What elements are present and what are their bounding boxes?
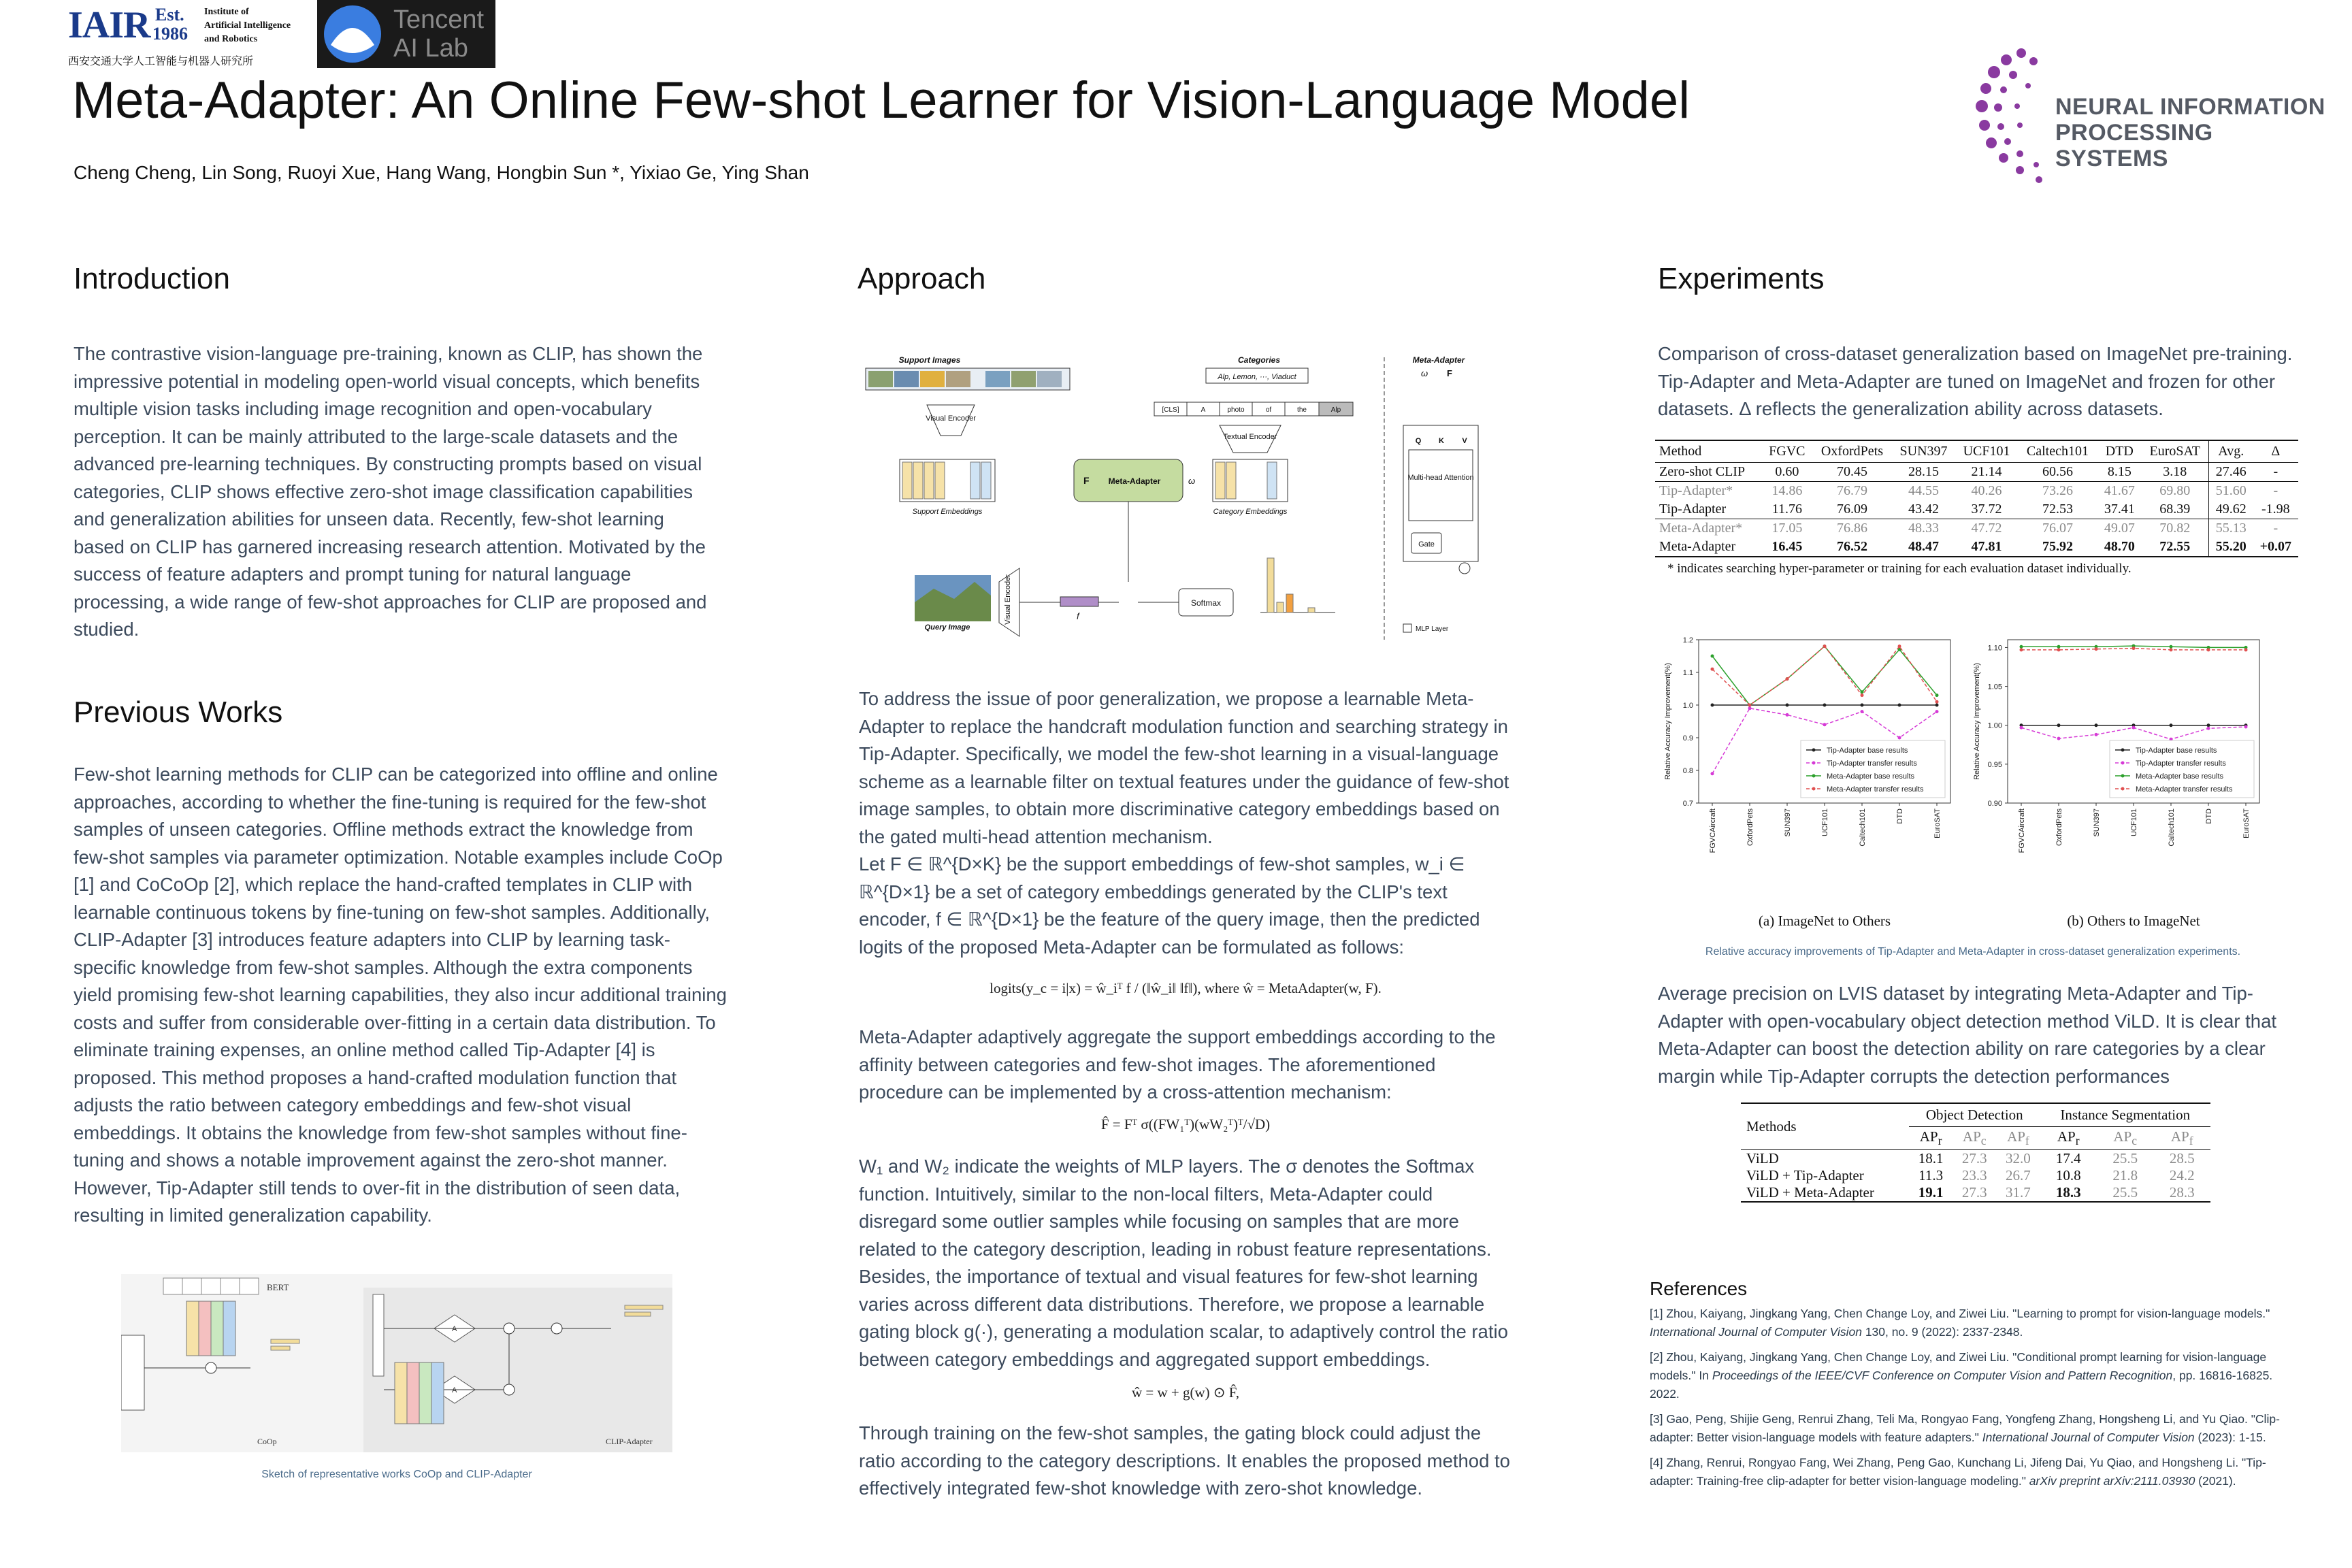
category-list: Alp, Lemon, ···, Viaduct bbox=[1218, 373, 1296, 381]
textual-encoder-label: Textual Encoder bbox=[1223, 433, 1277, 441]
neurips-line1: NEURAL INFORMATION bbox=[2055, 94, 2325, 120]
table1-header-9: Δ bbox=[2271, 444, 2281, 459]
table-cell: 49.62 bbox=[2208, 500, 2253, 519]
legend-marker bbox=[2121, 774, 2125, 778]
table-cell: 41.67 bbox=[2104, 483, 2135, 498]
x-tick-label: DTD bbox=[2205, 808, 2213, 824]
reference-item: [2] Zhou, Kaiyang, Jingkang Yang, Chen Change Loy, and Ziwei Liu. "Conditional prompt learning for vision-language models." In Proceedings of the IEEE/CVF Conference on Computer Vision and Pattern Recognition, pp. 16816-16825. 2022. bbox=[1650, 1350, 2273, 1401]
x-tick-label: SUN397 bbox=[2093, 808, 2101, 837]
table-cell: 24.2 bbox=[2169, 1167, 2195, 1184]
table-cell: Tip-Adapter* bbox=[1659, 483, 1733, 498]
categories-label: Categories bbox=[1237, 355, 1281, 365]
tencent-emblem-icon bbox=[323, 4, 382, 64]
table-cell: 27.46 bbox=[2208, 463, 2253, 482]
lvis-subheader: $AP_r$ bbox=[1919, 1128, 1942, 1148]
legend-label: Tip-Adapter base results bbox=[1827, 747, 1908, 755]
approach-p2: Let F ∈ ℝ^{D×K} be the support embeddings of few-shot samples, w_i ∈ ℝ^{D×1} be a set of category embeddings generated by the CLIP's text encoder, f ∈ ℝ^{D×1} be the feature of the query image, then the predicted logits of the proposed Meta-Adapter can be formulated as follows: bbox=[859, 853, 1480, 958]
token-0: [CLS] bbox=[1162, 406, 1179, 414]
y-tick-label: 0.7 bbox=[1682, 800, 1693, 808]
lvis-group-detection: Object Detection bbox=[1909, 1103, 2040, 1127]
data-point bbox=[1823, 723, 1827, 726]
intro-heading: Introduction bbox=[74, 262, 230, 295]
x-tick-label: FGVCAircraft bbox=[1709, 808, 1717, 853]
table-cell: 51.60 bbox=[2208, 482, 2253, 501]
table1-header-8: Avg. bbox=[2208, 440, 2253, 463]
table-cell: 76.52 bbox=[1836, 539, 1867, 554]
chart-imagenet-to-others bbox=[1658, 633, 1964, 932]
lvis-subheader: $AP_r$ bbox=[2057, 1128, 2080, 1148]
meta-adapter-F: F bbox=[1083, 475, 1090, 486]
iair-line2: Artificial Intelligence bbox=[204, 20, 291, 31]
table1-header-7: EuroSAT bbox=[2149, 444, 2200, 459]
mha-label: Multi-head Attention bbox=[1407, 474, 1474, 482]
reference-item: [4] Zhang, Renrui, Rongyao Fang, Wei Zhang, Peng Gao, Kunchang Li, Jifeng Dai, Yu Qiao, and Hongsheng Li. "Tip-adapter: Training-free clip-adapter for better vision-language modeling." arXiv preprint arXiv:2111.03930 (2021). bbox=[1650, 1456, 2266, 1488]
mlp-layer-label: MLP Layer bbox=[1416, 625, 1449, 633]
logit-bars bbox=[1260, 558, 1335, 612]
y-tick-label: 0.8 bbox=[1682, 767, 1693, 775]
legend-marker bbox=[1812, 787, 1816, 791]
y-tick-label: 1.1 bbox=[1682, 669, 1693, 677]
data-point bbox=[1861, 704, 1864, 707]
table-cell: 47.72 bbox=[1971, 521, 2002, 536]
table-cell: Meta-Adapter bbox=[1659, 539, 1736, 554]
v-label: V bbox=[1462, 437, 1467, 445]
data-point bbox=[2095, 733, 2098, 736]
lvis-table bbox=[1741, 1102, 2210, 1203]
table-cell: 28.3 bbox=[2169, 1184, 2195, 1201]
adapter-label-1: A bbox=[452, 1325, 457, 1333]
table-cell: 44.55 bbox=[1908, 483, 1940, 498]
legend-label: Tip-Adapter base results bbox=[2136, 747, 2217, 755]
table-cell: 60.56 bbox=[2042, 464, 2073, 479]
table-cell: 68.39 bbox=[2159, 502, 2191, 517]
chart-title: (a) ImageNet to Others bbox=[1758, 913, 1891, 929]
data-point bbox=[2244, 725, 2248, 729]
data-point bbox=[1711, 668, 1714, 671]
coop-label: CoOp bbox=[257, 1437, 277, 1446]
data-point bbox=[1711, 772, 1714, 775]
approach-heading: Approach bbox=[858, 262, 986, 295]
y-tick-label: 0.95 bbox=[1987, 760, 2002, 769]
tencent-line1: Tencent bbox=[393, 5, 485, 34]
table-cell: -1.98 bbox=[2261, 502, 2290, 517]
table-cell: 70.82 bbox=[2159, 521, 2191, 536]
x-tick-label: SUN397 bbox=[1784, 808, 1792, 837]
neurips-line2: PROCESSING SYSTEMS bbox=[2055, 120, 2213, 172]
table-cell: 72.53 bbox=[2042, 502, 2073, 517]
neurips-dots-icon bbox=[1974, 45, 2055, 195]
meta-adapter-omega: ω bbox=[1188, 476, 1196, 486]
legend-label: Tip-Adapter transfer results bbox=[2136, 760, 2226, 768]
table1-header-3: SUN397 bbox=[1899, 444, 1948, 459]
lvis-group-segmentation: Instance Segmentation bbox=[2040, 1103, 2210, 1127]
table-row bbox=[1741, 1184, 2210, 1202]
iair-est: Est. bbox=[155, 5, 184, 24]
reference-item: [1] Zhou, Kaiyang, Jingkang Yang, Chen Change Loy, and Ziwei Liu. "Learning to prompt for vision-language models." International Journal of Computer Vision 130, no. 9 (2022): 2337-2348. bbox=[1650, 1307, 2270, 1339]
table-cell: 48.47 bbox=[1908, 539, 1940, 554]
table-cell: 21.14 bbox=[1971, 464, 2002, 479]
table-row bbox=[1655, 482, 2298, 501]
token-1: A bbox=[1200, 406, 1206, 414]
table-cell: 17.4 bbox=[2055, 1150, 2081, 1167]
lvis-subheader: $AP_c$ bbox=[1962, 1128, 1987, 1148]
tencent-line2: AI Lab bbox=[393, 34, 468, 63]
data-point bbox=[2170, 723, 2173, 727]
table-cell: Meta-Adapter* bbox=[1659, 521, 1743, 536]
data-point bbox=[2095, 647, 2098, 651]
data-point bbox=[1936, 710, 1939, 713]
table-cell: 14.86 bbox=[1771, 483, 1803, 498]
table-cell: 27.3 bbox=[1961, 1184, 1987, 1201]
table-cell: - bbox=[2273, 464, 2278, 479]
y-tick-label: 1.10 bbox=[1987, 644, 2002, 653]
data-point bbox=[2057, 737, 2061, 740]
right-omega: ω bbox=[1421, 368, 1428, 378]
table1-header-1: FGVC bbox=[1769, 444, 1806, 459]
data-point bbox=[1898, 704, 1901, 707]
table-cell: 47.81 bbox=[1971, 539, 2002, 554]
data-point bbox=[1823, 704, 1827, 707]
references-heading: References bbox=[1650, 1278, 1748, 1299]
previous-heading: Previous Works bbox=[74, 696, 283, 729]
data-point bbox=[1861, 710, 1864, 713]
experiments-p2: Average precision on LVIS dataset by integrating Meta-Adapter and Tip-Adapter with open-vocabulary object detection method ViLD. It is clear that Meta-Adapter can boost the detection ability on rare categories by a clear margin while Tip-Adapter corrupts the detection performances bbox=[1658, 983, 2277, 1087]
author-list: Cheng Cheng, Lin Song, Ruoyi Xue, Hang Wang, Hongbin Sun *, Yixiao Ge, Ying Shan bbox=[74, 162, 809, 183]
x-tick-label: DTD bbox=[1896, 808, 1904, 824]
lvis-method-name: ViLD bbox=[1746, 1150, 1779, 1167]
legend-marker bbox=[2121, 749, 2125, 752]
y-tick-label: 1.05 bbox=[1987, 683, 2002, 691]
x-tick-label: Caltech101 bbox=[2168, 808, 2176, 847]
table-cell: 3.18 bbox=[2163, 464, 2187, 479]
data-point bbox=[1711, 704, 1714, 707]
data-point bbox=[1748, 704, 1752, 707]
lvis-subheader: $AP_f$ bbox=[2007, 1128, 2029, 1148]
chart-title: (b) Others to ImageNet bbox=[2067, 913, 2200, 929]
bert-label: BERT bbox=[267, 1282, 289, 1292]
table-cell: 17.05 bbox=[1771, 521, 1803, 536]
data-point bbox=[1823, 644, 1827, 648]
chart-caption: Relative accuracy improvements of Tip-Adapter and Meta-Adapter in cross-dataset generalization experiments. bbox=[1705, 946, 2241, 958]
right-F: F bbox=[1447, 368, 1452, 378]
token-3: of bbox=[1265, 406, 1272, 414]
experiments-p1: Comparison of cross-dataset generalization based on ImageNet pre-training. Tip-Adapter and Meta-Adapter are tuned on ImageNet and frozen for other datasets. Δ reflects the generalization ability across datasets. bbox=[1658, 343, 2293, 419]
table-cell: 28.15 bbox=[1908, 464, 1940, 479]
table-cell: 10.8 bbox=[2055, 1167, 2081, 1184]
x-tick-label: EuroSAT bbox=[2242, 808, 2251, 838]
intro-text: The contrastive vision-language pre-training, known as CLIP, has shown the impressive potential in modeling open-world visual concepts, which benefits multiple vision tasks including image recognition and open-vocabulary perception. It can be mainly attributed to the large-scale datasets and the advanced pre-learning techniques. By constructing prompts based on visual categories, CLIP shows effective zero-shot image classification capabilities and generalization abilities for unseen data. Recently, few-shot learning based on CLIP has garnered increasing research attention. Motivated by the success of feature adapters and prompt tuning for natural language processing, a wide range of few-shot approaches for CLIP are proposed and studied. bbox=[74, 343, 707, 640]
y-axis-label: Relative Accuracy Improvement(%) bbox=[1973, 663, 1981, 780]
data-point bbox=[2170, 648, 2173, 651]
data-point bbox=[2207, 648, 2210, 651]
data-point bbox=[1898, 644, 1901, 648]
x-tick-label: OxfordPets bbox=[2055, 808, 2063, 847]
visual-encoder-label: Visual Encoder bbox=[926, 414, 976, 423]
y-tick-label: 0.9 bbox=[1682, 734, 1693, 742]
table-cell: 18.1 bbox=[1918, 1150, 1944, 1167]
table-cell: 76.79 bbox=[1836, 483, 1867, 498]
table-cell: 48.33 bbox=[1908, 521, 1940, 536]
y-tick-label: 0.90 bbox=[1987, 800, 2002, 808]
table-cell: 76.86 bbox=[1836, 521, 1867, 536]
table-cell: - bbox=[2273, 483, 2278, 498]
table-cell: 23.3 bbox=[1961, 1167, 1987, 1184]
data-point bbox=[2057, 645, 2061, 649]
approach-p5: Through training on the few-shot samples, the gating block could adjust the ratio according to the category descriptions. It enables the proposed method to effectively integrated few-shot knowledge with zero-shot knowledge. bbox=[859, 1422, 1510, 1499]
prompt-tokens bbox=[1154, 402, 1353, 416]
table-cell: 11.3 bbox=[1918, 1167, 1944, 1184]
table1-header-5: Caltech101 bbox=[2026, 444, 2089, 459]
token-2: photo bbox=[1227, 406, 1245, 414]
meta-adapter-architecture-figure bbox=[859, 350, 1492, 643]
iair-line3: and Robotics bbox=[204, 34, 258, 44]
legend-marker bbox=[1812, 749, 1816, 752]
table-cell: - bbox=[2273, 521, 2278, 536]
data-point bbox=[1936, 693, 1939, 697]
lvis-method-name: ViLD + Meta-Adapter bbox=[1746, 1184, 1874, 1201]
lvis-table-wrap bbox=[1741, 1102, 2210, 1203]
data-point bbox=[1861, 693, 1864, 697]
table-cell: 11.76 bbox=[1771, 502, 1802, 517]
data-point bbox=[1711, 655, 1714, 658]
y-tick-label: 1.2 bbox=[1682, 636, 1693, 644]
legend-marker bbox=[2121, 762, 2125, 765]
approach-p4: W₁ and W₂ indicate the weights of MLP layers. The σ denotes the Softmax function. Intuitively, similar to the non-local filters, Meta-Adapter could disregard some outlier samples while focusing on samples that are more related to the category description, leading in robust feature representations. Besides, the importance of textual and visual features for few-shot learning varies across different data distributions. Therefore, we propose a learnable gating block g(·), generating a modulation scalar, to adaptively control the ratio between category embeddings and aggregated support embeddings. bbox=[859, 1156, 1508, 1370]
coop-clipadapter-figure bbox=[121, 1274, 672, 1452]
data-point bbox=[2170, 645, 2173, 649]
cross-dataset-table-wrap bbox=[1655, 440, 2298, 576]
table-cell: 16.45 bbox=[1771, 539, 1803, 554]
previous-text: Few-shot learning methods for CLIP can be categorized into offline and online approaches, according to whether the fine-tuning is required for the few-shot samples of unseen categories. Offline methods extract the knowledge from few-shot samples via parameter optimization. Notable examples include CoOp [1] and CoCoOp [2], which replace the hand-crafted templates in CLIP with learnable continuous tokens by fine-tuning on few-shot samples. Additionally, CLIP-Adapter [3] introduces feature adapters into CLIP by learning task-specific knowledge from few-shot samples. Although the extra components yield promising few-shot learning capabilities, they also incur additional training costs and suffer from considerable over-fitting in a certain data distribution. To eliminate training expenses, an online method called Tip-Adapter [4] is proposed. This method proposes a hand-crafted modulation function that adjusts the ratio between category embeddings and few-shot visual embeddings. It obtains the knowledge from few-shot samples without fine-tuning and shows a notable improvement against the zero-shot manner. However, Tip-Adapter still tends to over-fit in the distribution of seen data, resulting in limited generalization capability. bbox=[74, 764, 727, 1226]
table-cell: 18.3 bbox=[2055, 1184, 2081, 1201]
table-cell: 28.5 bbox=[2169, 1150, 2195, 1167]
k-label: K bbox=[1439, 437, 1444, 445]
data-point bbox=[2244, 648, 2248, 651]
table-cell: 37.72 bbox=[1971, 502, 2002, 517]
table-row bbox=[1655, 519, 2298, 538]
softmax-label: Softmax bbox=[1190, 598, 1222, 608]
lvis-subheader: $AP_c$ bbox=[2113, 1128, 2137, 1148]
x-tick-label: FGVCAircraft bbox=[2018, 808, 2026, 853]
data-point bbox=[1786, 713, 1789, 717]
table-row bbox=[1655, 463, 2298, 482]
table-cell: 55.13 bbox=[2208, 519, 2253, 538]
right-meta-adapter-title: Meta-Adapter bbox=[1412, 355, 1465, 365]
table-row bbox=[1741, 1167, 2210, 1184]
table-cell: 72.55 bbox=[2159, 539, 2191, 554]
table-cell: 32.0 bbox=[2006, 1150, 2031, 1167]
legend-label: Tip-Adapter transfer results bbox=[1827, 760, 1917, 768]
data-point bbox=[2020, 726, 2023, 730]
x-tick-label: UCF101 bbox=[1821, 808, 1829, 836]
approach-p3: Meta-Adapter adaptively aggregate the support embeddings according to the affinity between categories and few-shot images. The aforementioned procedure can be implemented by a cross-attention mechanism: bbox=[859, 1026, 1496, 1102]
table-row bbox=[1655, 500, 2298, 519]
query-visual-encoder-label: Visual Encoder bbox=[1004, 574, 1012, 625]
data-point bbox=[1861, 690, 1864, 693]
table-cell: 69.80 bbox=[2159, 483, 2191, 498]
table-cell: 19.1 bbox=[1918, 1184, 1944, 1201]
table-cell: 37.41 bbox=[2104, 502, 2135, 517]
iair-logo-text: IAIR bbox=[68, 4, 150, 46]
iair-line1: Institute of bbox=[204, 7, 249, 17]
table-cell: 48.70 bbox=[2104, 539, 2135, 554]
lvis-subheader: $AP_f$ bbox=[2170, 1128, 2193, 1148]
y-tick-label: 1.00 bbox=[1987, 721, 2002, 730]
equation-gate: ŵ = w + g(w) ⊙ F̂, bbox=[1131, 1384, 1239, 1401]
table-row bbox=[1655, 538, 2298, 557]
table-cell: 70.45 bbox=[1836, 464, 1867, 479]
approach-p1: To address the issue of poor generalization, we propose a learnable Meta-Adapter to replace the handcraft modulation function and searching strategy in Tip-Adapter. Specifically, we model the few-shot learning in a visual-language scheme as a learnable filter on textual features under the guidance of few-shot image samples, to obtain more discriminative category embeddings based on the gated multi-head attention mechanism. bbox=[859, 688, 1509, 847]
token-5: Alp bbox=[1330, 406, 1341, 414]
reference-item: [3] Gao, Peng, Shijie Geng, Renrui Zhang, Teli Ma, Rongyao Fang, Yongfeng Zhang, Hongsheng Li, and Yu Qiao. "Clip-adapter: Better vision-language models with feature adapters." International Journal of Computer Vision (2023): 1-15. bbox=[1650, 1412, 2280, 1444]
table-cell: 43.42 bbox=[1908, 502, 1940, 517]
y-axis-label: Relative Accuracy Improvement(%) bbox=[1664, 663, 1672, 780]
x-tick-label: UCF101 bbox=[2130, 808, 2138, 836]
legend-marker bbox=[1812, 762, 1816, 765]
table1-header-6: DTD bbox=[2105, 444, 2134, 459]
table-cell: 49.07 bbox=[2104, 521, 2135, 536]
y-tick-label: 1.0 bbox=[1682, 702, 1693, 710]
x-tick-label: Caltech101 bbox=[1859, 808, 1867, 847]
table-cell: +0.07 bbox=[2259, 539, 2292, 554]
data-point bbox=[2020, 648, 2023, 651]
data-point bbox=[2207, 723, 2210, 727]
gate-label: Gate bbox=[1418, 540, 1435, 549]
experiments-heading: Experiments bbox=[1658, 262, 1825, 295]
table-cell: 40.26 bbox=[1971, 483, 2002, 498]
table-cell: 73.26 bbox=[2042, 483, 2073, 498]
bert-tokens bbox=[163, 1278, 259, 1294]
legend-marker bbox=[1812, 774, 1816, 778]
equation-attention: F̂ = Fᵀ σ((FW₁ᵀ)(wW₂ᵀ)ᵀ/√D) bbox=[1100, 1116, 1271, 1132]
table-cell: 75.92 bbox=[2042, 539, 2073, 554]
legend-label: Meta-Adapter base results bbox=[2136, 772, 2224, 781]
table-cell: 25.5 bbox=[2112, 1184, 2138, 1201]
lvis-methods-header: Methods bbox=[1746, 1118, 1797, 1135]
poster-title: Meta-Adapter: An Online Few-shot Learner for Vision-Language Model bbox=[72, 71, 1690, 129]
chart-others-to-imagenet bbox=[1967, 633, 2273, 932]
data-point bbox=[1936, 704, 1939, 707]
query-image-label: Query Image bbox=[924, 623, 970, 632]
table-cell: 27.3 bbox=[1961, 1150, 1987, 1167]
table1-header-0: Method bbox=[1659, 444, 1702, 459]
meta-adapter-block-label: Meta-Adapter bbox=[1108, 476, 1161, 486]
table-cell: 31.7 bbox=[2006, 1184, 2031, 1201]
data-point bbox=[2132, 647, 2136, 650]
table1-header-4: UCF101 bbox=[1963, 444, 2010, 459]
legend-label: Meta-Adapter base results bbox=[1827, 772, 1915, 781]
coop-figure-caption: Sketch of representative works CoOp and CLIP-Adapter bbox=[261, 1469, 532, 1480]
data-point bbox=[2207, 727, 2210, 730]
x-tick-label: EuroSAT bbox=[1933, 808, 1942, 838]
legend-marker bbox=[2121, 787, 2125, 791]
query-f-label: f bbox=[1077, 611, 1079, 621]
token-4: the bbox=[1297, 406, 1307, 414]
x-tick-label: OxfordPets bbox=[1746, 808, 1754, 847]
neurips-logo bbox=[1974, 45, 2328, 195]
table-cell: 26.7 bbox=[2006, 1167, 2031, 1184]
sum-icon bbox=[1459, 563, 1470, 574]
adapter-label-2: A bbox=[452, 1386, 457, 1394]
lvis-method-name: ViLD + Tip-Adapter bbox=[1746, 1167, 1864, 1184]
table-cell: 76.07 bbox=[2042, 521, 2073, 536]
table-footnote: * indicates searching hyper-parameter or training for each evaluation dataset individually. bbox=[1667, 561, 2132, 576]
data-point bbox=[2057, 648, 2061, 651]
legend-label: Meta-Adapter transfer results bbox=[1827, 785, 1924, 794]
data-point bbox=[2132, 726, 2136, 730]
table-cell: 76.09 bbox=[1836, 502, 1867, 517]
references bbox=[1650, 1279, 2296, 1497]
iair-logo bbox=[68, 3, 299, 70]
iair-year: 1986 bbox=[152, 24, 188, 44]
table-cell: 25.5 bbox=[2112, 1150, 2138, 1167]
table-row bbox=[1741, 1150, 2210, 1168]
table-cell: 55.20 bbox=[2208, 538, 2253, 557]
table-cell: Tip-Adapter bbox=[1659, 502, 1727, 517]
table-cell: 0.60 bbox=[1775, 464, 1799, 479]
data-point bbox=[2020, 645, 2023, 649]
data-point bbox=[1786, 704, 1789, 707]
table-cell: Zero-shot CLIP bbox=[1659, 464, 1746, 479]
category-emb-label: Category Embeddings bbox=[1213, 508, 1288, 516]
data-point bbox=[1898, 736, 1901, 740]
data-point bbox=[2095, 723, 2098, 727]
equation-logits: logits(y_c = i|x) = ŵ_iᵀ f / (‖ŵ_i‖ ‖f‖), where ŵ = MetaAdapter(w, F). bbox=[990, 980, 1382, 996]
iair-cn: 西安交通大学人工智能与机器人研究所 bbox=[68, 54, 254, 67]
table-cell: 8.15 bbox=[2107, 464, 2132, 479]
cross-dataset-table bbox=[1655, 440, 2298, 557]
legend-label: Meta-Adapter transfer results bbox=[2136, 785, 2233, 794]
data-point bbox=[2057, 723, 2061, 727]
support-emb-label: Support Embeddings bbox=[912, 508, 983, 516]
data-point bbox=[1748, 706, 1752, 710]
data-point bbox=[1936, 700, 1939, 704]
tencent-logo bbox=[317, 0, 495, 68]
clip-adapter-label: CLIP-Adapter bbox=[606, 1437, 653, 1446]
table1-header-2: OxfordPets bbox=[1820, 444, 1884, 459]
data-point bbox=[1786, 677, 1789, 681]
support-images-label: Support Images bbox=[898, 355, 961, 365]
q-label: Q bbox=[1415, 437, 1422, 445]
table-cell: 21.8 bbox=[2112, 1167, 2138, 1184]
